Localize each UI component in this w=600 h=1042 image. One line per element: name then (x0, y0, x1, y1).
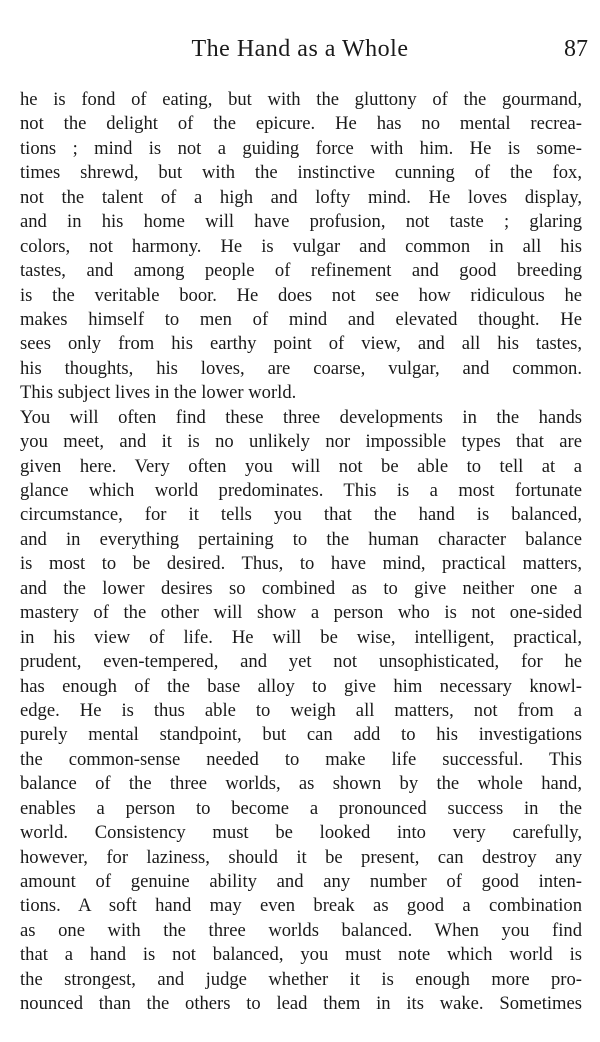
body-text (20, 88, 582, 1017)
text-line: amount of genuine ability and any number of good inten- (20, 871, 582, 892)
text-line: the strongest, and judge whether it is enough more pro- (20, 968, 582, 990)
text-line: the common-sense needed to make life successful. This (20, 748, 582, 770)
text-line: in his view of life. He will be wise, intelligent, practical, (20, 626, 582, 648)
text-line: not the delight of the epicure. He has no mental recrea- (20, 113, 582, 135)
text-line: times shrewd, but with the instinctive cunning of the fox, (20, 162, 582, 184)
text-line: nounced than the others to lead them in its wake. Sometimes (20, 993, 582, 1015)
text-line: edge. He is thus able to weigh all matters, not from a (20, 699, 582, 721)
text-line: is the veritable boor. He does not see how ridiculous he (20, 284, 582, 306)
text-line: You will often find these three developments in the hands (20, 406, 582, 428)
text-line: that a hand is not balanced, you must note which world is (20, 944, 582, 966)
text-line: tions. A soft hand may even break as good a combination (20, 895, 582, 917)
text-line: not the talent of a high and lofty mind. He loves display, (20, 186, 582, 208)
text-line: tastes, and among people of refinement and good breeding (20, 260, 582, 282)
text-line: and in his home will have profusion, not taste ; glaring (20, 211, 582, 233)
text-line: world. Consistency must be looked into very carefully, (20, 822, 582, 844)
text-line: has enough of the base alloy to give him necessary knowl- (20, 675, 582, 697)
text-line: his thoughts, his loves, are coarse, vulgar, and common. (20, 357, 582, 379)
text-line: tions ; mind is not a guiding force with him. He is some- (20, 137, 582, 159)
text-line: enables a person to become a pronounced success in the (20, 797, 582, 819)
text-line: as one with the three worlds balanced. When you find (20, 919, 582, 941)
text-line: makes himself to men of mind and elevated thought. He (20, 308, 582, 330)
text-line: purely mental standpoint, but can add to his investigations (20, 724, 582, 746)
text-line: however, for laziness, should it be present, can destroy any (20, 846, 582, 868)
text-line: colors, not harmony. He is vulgar and common in all his (20, 235, 582, 257)
text-line: This subject lives in the lower world. (20, 382, 297, 404)
text-line: he is fond of eating, but with the gluttony of the gourmand, (20, 89, 582, 110)
text-line: mastery of the other will show a person who is not one-sided (20, 602, 582, 624)
running-title: The Hand as a Whole (191, 36, 409, 62)
text-line: prudent, even-tempered, and yet not unsophisticated, for he (20, 651, 582, 673)
text-line: and the lower desires so combined as to give neither one a (20, 577, 582, 599)
text-line: you meet, and it is no unlikely nor impossible types that are (20, 431, 582, 453)
text-line: given here. Very often you will not be able to tell at a (20, 455, 582, 477)
running-head (0, 34, 600, 64)
text-line: glance which world predominates. This is a most fortunate (20, 480, 582, 501)
text-line: sees only from his earthy point of view, and all his tastes, (20, 333, 582, 355)
text-line: balance of the three worlds, as shown by the whole hand, (20, 773, 582, 795)
text-line: is most to be desired. Thus, to have mind, practical matters, (20, 553, 582, 575)
page-number: 87 (564, 36, 588, 62)
text-line: circumstance, for it tells you that the hand is balanced, (20, 504, 582, 526)
text-line: and in everything pertaining to the human character balance (20, 528, 582, 550)
